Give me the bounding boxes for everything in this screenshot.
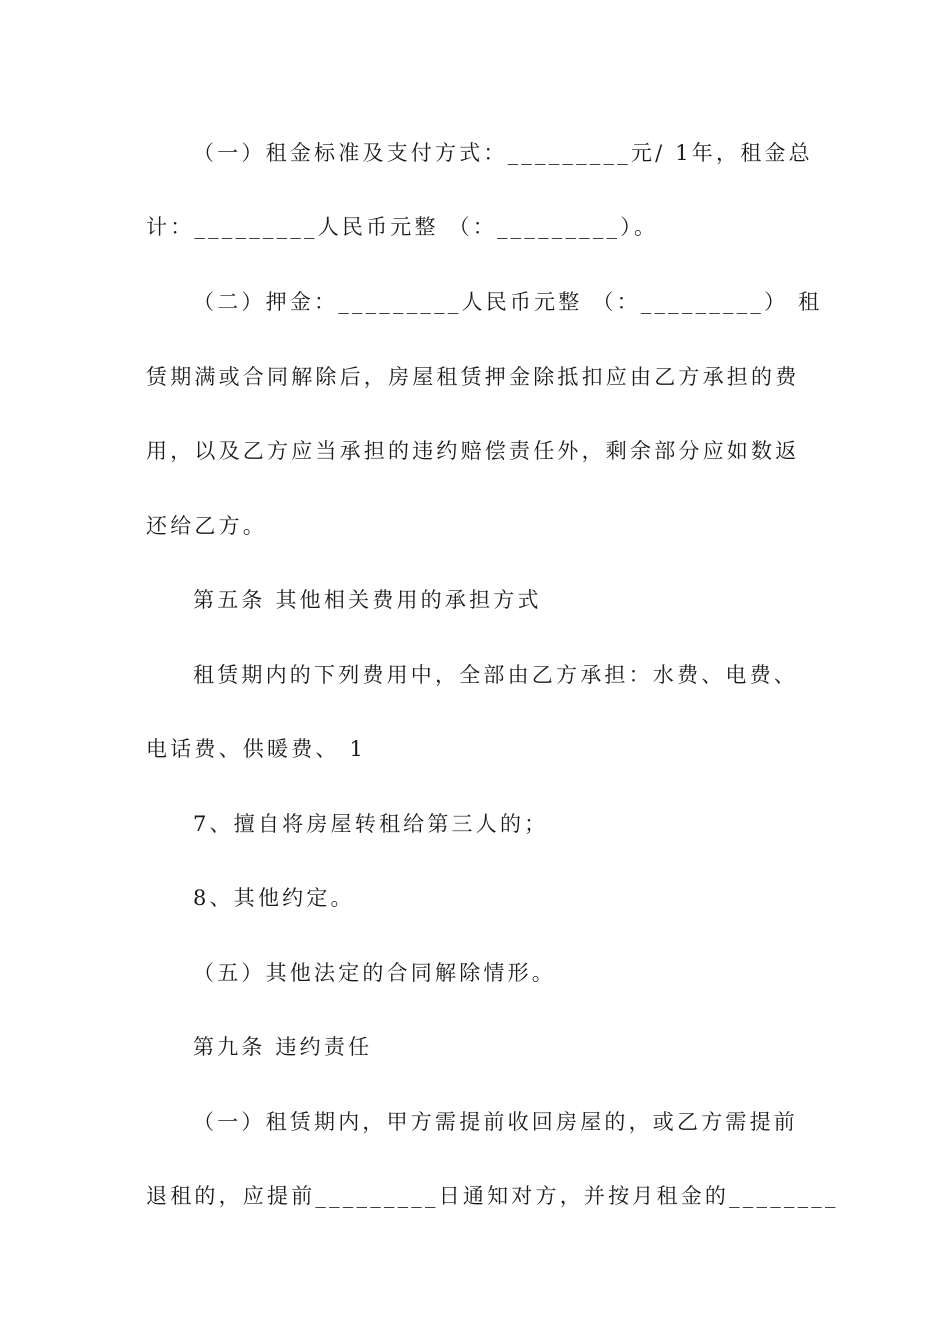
paragraph-rent-standard: （一）租金标准及支付方式：_________元/ 1年，租金总: [193, 141, 813, 165]
paragraph-fees: 租赁期内的下列费用中，全部由乙方承担：水费、电费、: [193, 663, 798, 687]
article-5-heading: 第五条 其他相关费用的承担方式: [193, 588, 542, 612]
paragraph-deposit-cont-2: 用，以及乙方应当承担的违约赔偿责任外，剩余部分应如数返: [146, 439, 800, 463]
paragraph-deposit: （二）押金：_________人民币元整 （：_________） 租: [193, 290, 823, 314]
paragraph-early-termination: （一）租赁期内，甲方需提前收回房屋的，或乙方需提前: [193, 1110, 798, 1134]
paragraph-deposit-cont-1: 赁期满或合同解除后，房屋租赁押金除抵扣应由乙方承担的费: [146, 365, 800, 389]
paragraph-rent-total: 计：_________人民币元整 （：_________）。: [146, 215, 659, 239]
list-item-7: 7、擅自将房屋转租给第三人的；: [193, 812, 549, 836]
paragraph-other-termination: （五）其他法定的合同解除情形。: [193, 961, 556, 985]
paragraph-deposit-cont-3: 还给乙方。: [146, 514, 267, 538]
paragraph-fees-cont: 电话费、供暖费、 1: [146, 737, 367, 761]
list-item-8: 8、其他约定。: [193, 886, 355, 910]
paragraph-early-termination-cont: 退租的，应提前_________日通知对方，并按月租金的________: [146, 1184, 839, 1208]
article-9-heading: 第九条 违约责任: [193, 1035, 373, 1059]
